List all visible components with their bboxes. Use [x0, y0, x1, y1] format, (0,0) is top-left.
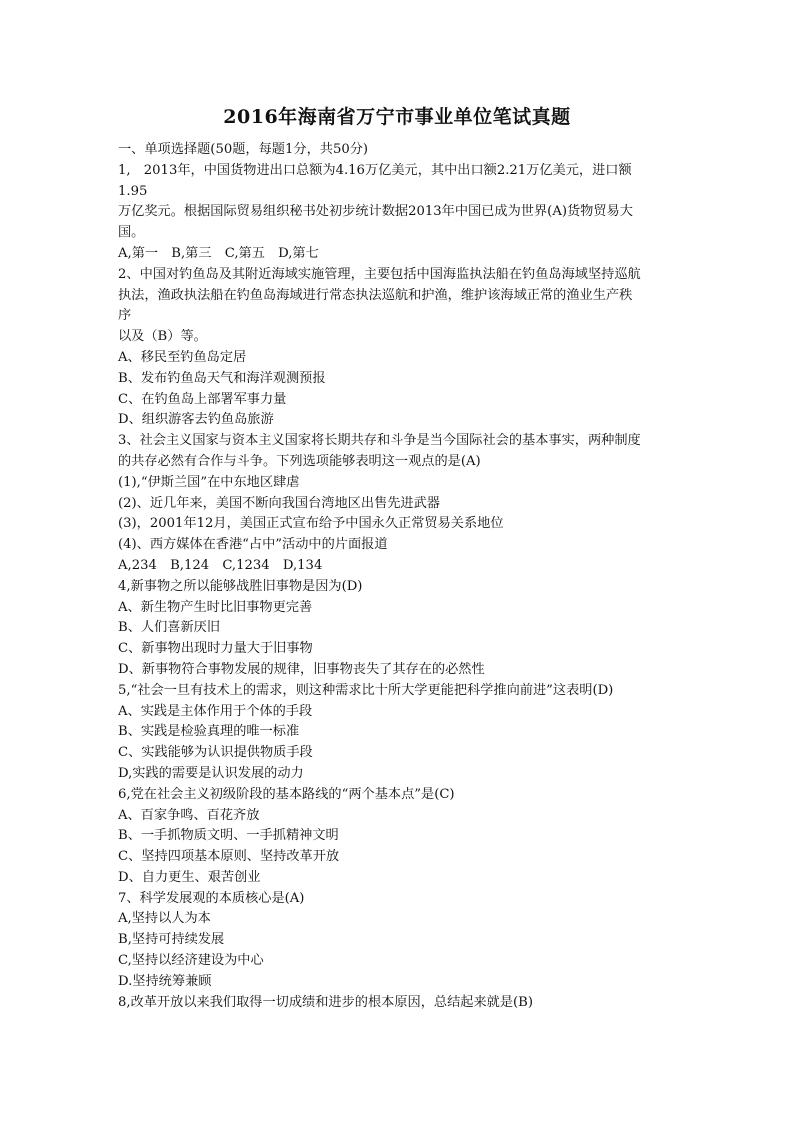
text-line: B、发布钓鱼岛天气和海洋观测预报 — [118, 370, 326, 386]
text-line: (3)，2001年12月，美国正式宣布给予中国永久正常贸易关系地位 — [118, 516, 504, 532]
text-line: 8,改革开放以来我们取得一切成绩和进步的根本原因，总结起来就是(B) — [118, 994, 533, 1010]
text-line: C,坚持以经济建设为中心 — [118, 953, 264, 969]
text-line: A,234 B,124 C,1234 D,134 — [118, 557, 323, 573]
text-line: C、在钓鱼岛上部署军事力量 — [118, 391, 287, 407]
text-line: 1, 2013年，中国货物进出口总额为4.16万亿美元，其中出口额2.21万亿美元，进口额 — [118, 162, 632, 178]
text-line: 国。 — [118, 225, 145, 241]
text-line: 3、社会主义国家与资本主义国家将长期共存和斗争是当今国际社会的基本事实，两种制度 — [118, 433, 641, 449]
text-line: A,坚持以人为本 — [118, 911, 211, 927]
text-line: 6,党在社会主义初级阶段的基本路线的“两个基本点”是(C) — [118, 786, 455, 802]
text-line: B,坚持可持续发展 — [118, 932, 225, 948]
text-line: (4)、西方媒体在香港“占中”活动中的片面报道 — [118, 537, 388, 553]
text-line: C、实践能够为认识提供物质手段 — [118, 745, 313, 761]
text-line: D、自力更生、艰苦创业 — [118, 869, 261, 885]
text-line: A、新生物产生时比旧事物更完善 — [118, 599, 313, 615]
text-line: 2、中国对钓鱼岛及其附近海域实施管理，主要包括中国海监执法船在钓鱼岛海域坚持巡航 — [118, 266, 641, 282]
text-line: (2)、近几年来，美国不断向我国台湾地区出售先进武器 — [118, 495, 440, 511]
text-line: C、新事物出现时力量大于旧事物 — [118, 641, 313, 657]
text-line: 5,“社会一旦有技术上的需求，则这种需求比十所大学更能把科学推向前进”这表明(D) — [118, 682, 614, 698]
text-line: 7、科学发展观的本质核心是(A) — [118, 890, 305, 906]
text-line: 4,新事物之所以能够战胜旧事物是因为(D) — [118, 578, 363, 594]
text-line: D.坚持统筹兼顾 — [118, 973, 212, 989]
text-line: A、百家争鸣、百花齐放 — [118, 807, 260, 823]
text-line: B、一手抓物质文明、一手抓精神文明 — [118, 828, 339, 844]
text-line: 序 — [118, 308, 132, 324]
text-line: 执法，渔政执法船在钓鱼岛海域进行常态执法巡航和护渔，维护该海域正常的渔业生产秩 — [118, 287, 633, 303]
text-line: 1.95 — [118, 183, 148, 199]
text-line: C、坚持四项基本原则、坚持改革开放 — [118, 849, 340, 865]
text-line: 万亿奖元。根据国际贸易组织秘书处初步统计数据2013年中国已成为世界(A)货物贸易大 — [118, 204, 633, 220]
text-line: D、组织游客去钓鱼岛旅游 — [118, 412, 274, 428]
text-line: A、移民至钓鱼岛定居 — [118, 349, 247, 365]
text-line: D、新事物符合事物发展的规律，旧事物丧失了其存在的必然性 — [118, 661, 485, 677]
text-line: (1),“伊斯兰国”在中东地区肆虐 — [118, 474, 300, 490]
text-line: A,第一 B,第三 C,第五 D,第七 — [118, 245, 319, 261]
text-line: B、人们喜新厌旧 — [118, 620, 221, 636]
text-line: 以及（B）等。 — [118, 329, 207, 345]
text-line: D,实践的需要是认识发展的动力 — [118, 765, 304, 781]
text-line: 的共存必然有合作与斗争。下列选项能够表明这一观点的是(A) — [118, 453, 481, 469]
text-line: B、实践是检验真理的唯一标准 — [118, 724, 300, 740]
text-line: 一、单项选择题(50题，每题1分，共50分) — [118, 142, 369, 157]
document-title: 2016年海南省万宁市事业单位笔试真题 — [223, 106, 571, 128]
text-line: A、实践是主体作用于个体的手段 — [118, 703, 313, 719]
document-body — [118, 140, 688, 1013]
